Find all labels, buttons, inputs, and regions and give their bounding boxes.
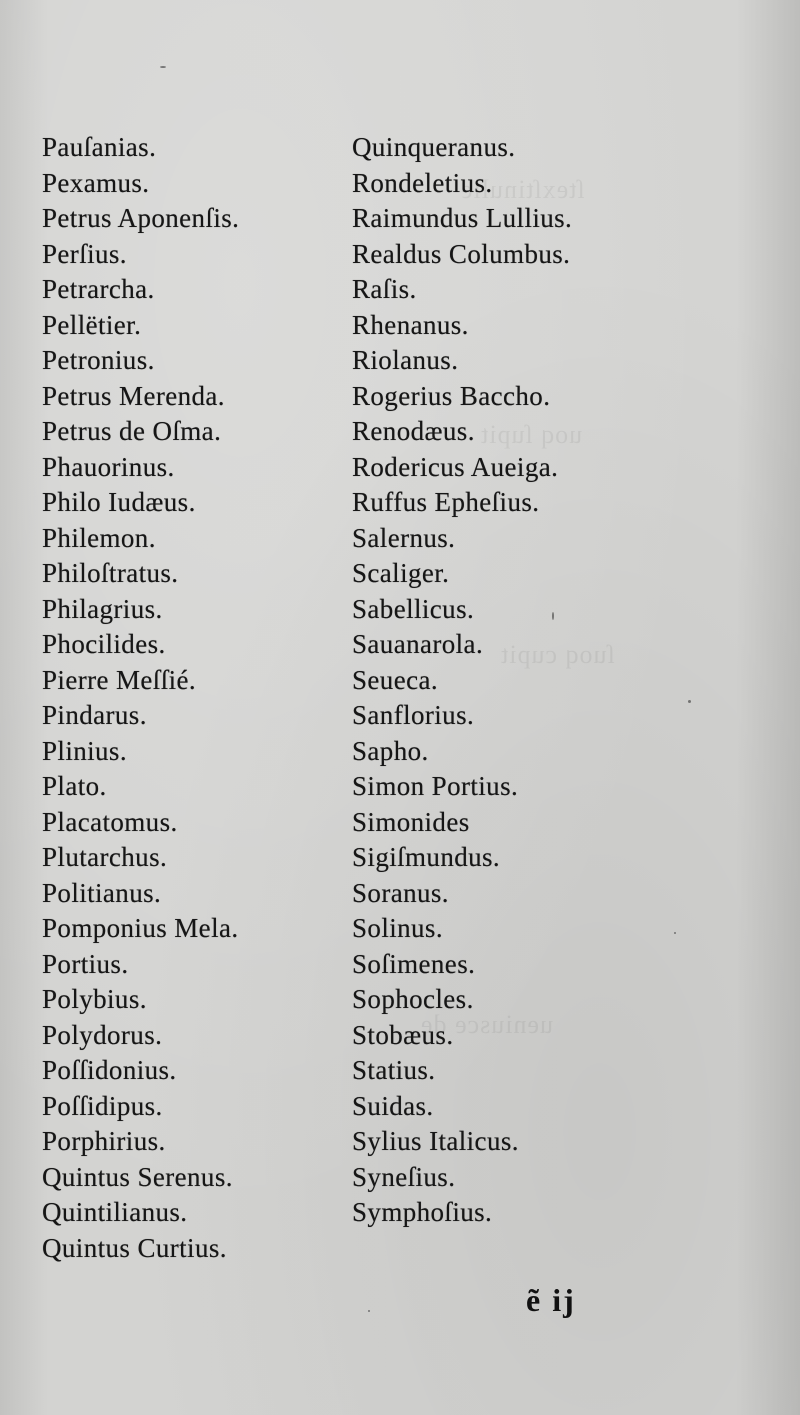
author-entry: Porphirius. (42, 1126, 166, 1156)
author-entry: Petronius. (42, 345, 155, 375)
author-entry: Rhenanus. (352, 309, 469, 340)
author-entry: Petrus Merenda. (42, 380, 225, 411)
author-entry: Sauanarola. (352, 629, 484, 659)
author-entry: Sapho. (352, 735, 429, 766)
author-entry: Poſſidonius. (42, 1055, 177, 1085)
author-entry: Suidas. (352, 1090, 434, 1121)
author-entry: Portius. (42, 948, 129, 979)
author-list-right (352, 130, 652, 1231)
paper-speck (674, 932, 676, 934)
author-entry: Rogerius Baccho. (352, 380, 551, 411)
author-entry: Solinus. (352, 913, 443, 943)
signature-mark: ẽ ij (526, 1282, 576, 1318)
author-entry: Pierre Meſſié. (42, 664, 197, 695)
author-entry: Sabellicus. (352, 593, 475, 624)
author-entry: Philo Iudæus. (42, 487, 196, 517)
author-entry: Philemon. (42, 522, 156, 553)
author-entry: Symphoſius. (352, 1197, 493, 1227)
author-entry: Plutarchus. (42, 842, 168, 872)
author-entry: Pexamus. (42, 167, 150, 198)
paper-speck (368, 1310, 370, 1312)
author-entry: Realdus Columbus. (352, 238, 571, 269)
author-entry: Petrus Aponenſis. (42, 203, 240, 233)
author-entry: Philoſtratus. (42, 558, 179, 588)
author-entry: Plato. (42, 771, 107, 801)
author-entry: Philagrius. (42, 593, 163, 624)
author-entry: Stobæus. (352, 1019, 454, 1050)
author-entry: Syneſius. (352, 1161, 456, 1192)
author-entry: Perſius. (42, 238, 127, 269)
author-entry: Sigiſmundus. (352, 842, 501, 872)
author-entry: Poſſidipus. (42, 1090, 163, 1121)
author-list-left (42, 130, 342, 1266)
author-entry: Quintus Curtius. (42, 1232, 227, 1263)
author-entry: Polydorus. (42, 1019, 163, 1050)
author-entry: Placatomus. (42, 806, 178, 837)
author-entry: Scaliger. (352, 558, 450, 588)
author-entry: Pomponius Mela. (42, 913, 239, 943)
author-entry: Simonides (352, 806, 470, 837)
author-entry: Petrarcha. (42, 274, 155, 304)
author-entry: Rondeletius. (352, 167, 493, 198)
author-entry: Quintilianus. (42, 1197, 188, 1227)
paper-speck (688, 700, 691, 703)
author-entry: Soſimenes. (352, 948, 476, 979)
author-entry: Renodæus. (352, 416, 475, 446)
author-entry: Raſis. (352, 274, 417, 304)
author-entry: Pauſanias. (42, 132, 157, 162)
author-entry: Sanflorius. (352, 700, 475, 730)
author-entry: Sylius Italicus. (352, 1126, 519, 1156)
bleed-through-text: ſuoq cupit (500, 640, 615, 669)
author-entry: Petrus de Oſma. (42, 416, 222, 446)
author-entry: Phocilides. (42, 629, 166, 659)
author-entry: Quinqueranus. (352, 132, 516, 162)
author-entry: Raimundus Lullius. (352, 203, 573, 233)
bleed-through-text: uoq ſupit (480, 420, 583, 449)
author-entry: Pindarus. (42, 700, 147, 730)
author-entry: Sophocles. (352, 984, 474, 1014)
author-entry: Statius. (352, 1055, 436, 1085)
author-entry: Quintus Serenus. (42, 1161, 233, 1192)
author-entry: Seueca. (352, 664, 439, 695)
author-entry: Riolanus. (352, 345, 459, 375)
author-entry: Rodericus Aueiga. (352, 451, 559, 482)
author-entry: Pellëtier. (42, 309, 142, 340)
author-entry: Soranus. (352, 877, 449, 908)
author-entry: Simon Portius. (352, 771, 519, 801)
author-entry: Plinius. (42, 735, 127, 766)
author-entry: Politianus. (42, 877, 162, 908)
paper-speck (160, 66, 166, 68)
author-entry: Ruffus Epheſius. (352, 487, 540, 517)
paper-speck (552, 612, 554, 620)
author-entry: Salernus. (352, 522, 456, 553)
bleed-through-text: ſtexſtinulle (460, 175, 585, 204)
bleed-through-text: ueniusce de (420, 1010, 554, 1039)
author-entry: Phauorinus. (42, 451, 175, 482)
author-entry: Polybius. (42, 984, 147, 1014)
